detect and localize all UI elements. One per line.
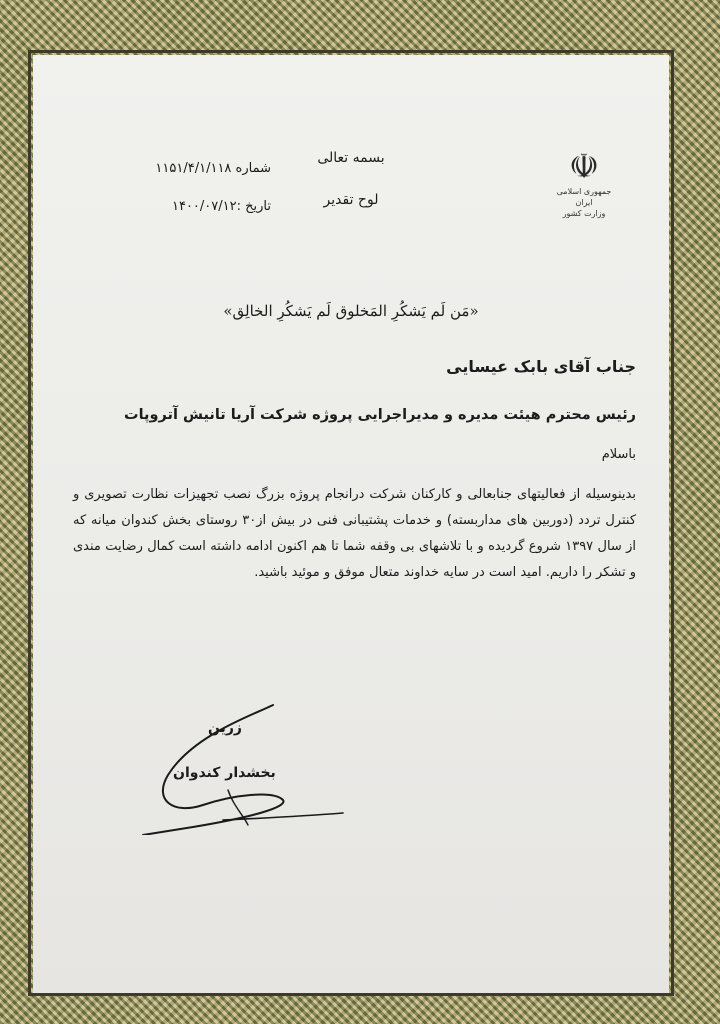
certificate-paper [33, 55, 669, 993]
recipient-position: رئیس محترم هیئت مدیره و مدیراجرایی پروژه شرکت آریا تانیش آتروپات [124, 407, 636, 423]
letter-number: شماره ۱۱۵۱/۴/۱/۱۱۸ [155, 161, 271, 176]
letter-meta [81, 150, 271, 226]
page-title: لوح تقدیر [323, 192, 379, 208]
emblem-caption: جمهوری اسلامی ایران وزارت کشور [556, 187, 612, 218]
recipient-name: جناب آقای بابک عیسایی [446, 357, 636, 376]
greeting: باسلام [601, 447, 636, 462]
iran-emblem-icon: ☫ [568, 147, 600, 187]
signer-name: زرین [208, 720, 242, 736]
body-paragraph: بدینوسیله از فعالیتهای جنابعالی و کارکنان شرکت درانجام پروژه بزرگ نصب تجهیزات نظارت تصویری و کنترل تردد (دوربین های مداربسته) و خدمات پشتیبانی فنی در بیش از۳۰ روستای بخش کندوان میانه که از سال ۱۳۹۷ شروع گردیده و با تلاشهای بی وقفه شما تا هم اکنون ادامه داشته است کمال رضایت مندی و تشکر را داریم. امید است در سایه خداوند متعال موفق و موئید باشید. [73, 487, 637, 580]
basmala: بسمه تعالی [317, 150, 385, 166]
quote: «مَن لَم یَشکُرِ المَخلوق لَم یَشکُرِ الخالِق» [223, 302, 479, 320]
signer-title: بخشدار کندوان [173, 765, 276, 781]
letter-date: تاریخ :۱۴۰۰/۰۷/۱۲ [171, 199, 271, 214]
